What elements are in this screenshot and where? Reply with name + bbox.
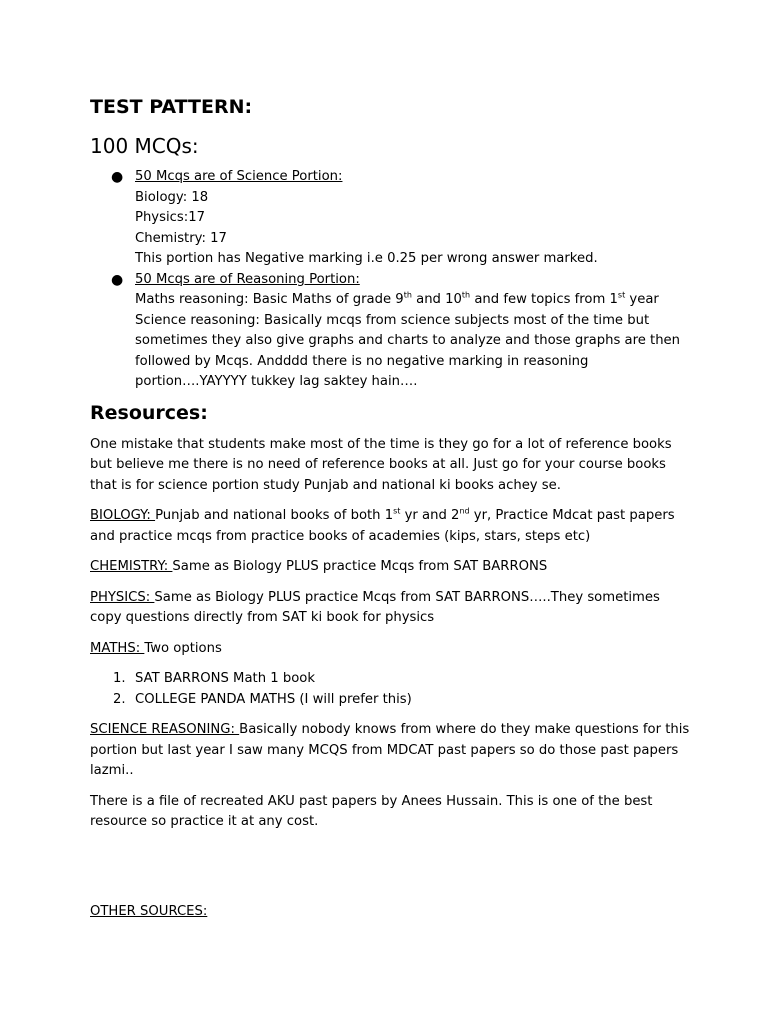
maths-paragraph — [90, 639, 690, 660]
science-reasoning-text: Science reasoning: Basically mcqs from science subjects most of the time but sometimes they also give graphs and charts to analyze and those graphs are then followed by Mcqs. Andddd there is no negative marking in reasoning portion….YAYYYY tukkey lag saktey hain…. — [135, 312, 681, 389]
science-reasoning-label: SCIENCE REASONING: — [90, 722, 240, 737]
list-item-science — [90, 167, 690, 270]
other-sources-heading: OTHER SOURCES: — [90, 904, 208, 919]
option-text: SAT BARRONS Math 1 book — [135, 671, 315, 686]
text-run: Maths reasoning: Basic Maths of grade 9 — [135, 292, 404, 307]
list-item — [90, 690, 690, 711]
superscript: nd — [459, 506, 470, 516]
aku-paragraph: There is a file of recreated AKU past papers by Anees Hussain. This is one of the best resource so practice it at any cost. — [90, 793, 653, 829]
maths-options-list — [90, 669, 690, 710]
biology-label: BIOLOGY: — [90, 508, 156, 523]
mcq-count-heading: 100 MCQs: — [90, 134, 199, 158]
physics-paragraph — [90, 588, 690, 629]
chemistry-label: CHEMISTRY: — [90, 559, 173, 574]
reasoning-heading: 50 Mcqs are of Reasoning Portion: — [135, 271, 360, 287]
text-run: and 10 — [411, 292, 462, 307]
science-reasoning-paragraph — [90, 720, 690, 782]
text-run: Two options — [144, 640, 222, 656]
superscript: th — [403, 290, 412, 300]
text-run: Same as Biology PLUS practice Mcqs from SAT BARRONS — [172, 559, 548, 574]
resources-heading: Resources: — [90, 401, 208, 424]
science-line: This portion has Negative marking i.e 0.25 per wrong answer marked. — [135, 251, 598, 266]
maths-reasoning-line — [135, 290, 690, 311]
text-run: Punjab and national books of both 1 — [155, 508, 394, 523]
list-item-reasoning — [90, 270, 690, 393]
document-page — [90, 95, 690, 843]
list-number: 2. — [113, 691, 126, 707]
maths-label: MATHS: — [90, 640, 145, 656]
science-line: Chemistry: 17 — [135, 230, 227, 246]
science-heading: 50 Mcqs are of Science Portion: — [135, 169, 343, 184]
text-run: and few topics from 1 — [470, 292, 618, 307]
physics-label: PHYSICS: — [90, 589, 155, 605]
science-line: Biology: 18 — [135, 189, 209, 205]
page-title: TEST PATTERN: — [90, 96, 253, 118]
bullet-icon: ● — [111, 271, 124, 288]
text-run: year — [625, 292, 659, 307]
option-text: COLLEGE PANDA MATHS (I will prefer this) — [135, 691, 412, 707]
text-run: Basically nobody knows from where do they make questions for this portion but last year I saw many MCQS from MDCAT past papers so do those past papers lazmi.. — [90, 722, 690, 778]
bullet-list — [90, 167, 690, 393]
text-run: yr and 2 — [400, 508, 460, 523]
list-item — [90, 669, 690, 690]
list-number: 1. — [113, 671, 126, 686]
superscript: st — [393, 506, 401, 516]
biology-paragraph — [90, 506, 690, 547]
chemistry-paragraph — [90, 557, 690, 578]
bullet-icon: ● — [111, 169, 124, 185]
superscript: th — [461, 290, 471, 300]
text-run: Same as Biology PLUS practice Mcqs from SAT BARRONS…..They sometimes copy questions directly from SAT ki book for physics — [90, 589, 660, 625]
text-run: yr, Practice Mdcat past papers and practice mcqs from practice books of academies (kips, stars, steps etc) — [90, 508, 675, 544]
superscript: st — [617, 290, 626, 300]
science-line: Physics:17 — [135, 210, 205, 225]
resources-intro: One mistake that students make most of the time is they go for a lot of reference books but believe me there is no need of reference books at all. Just go for your course books that is for science portion study Punjab and national ki books achey se. — [90, 436, 672, 493]
